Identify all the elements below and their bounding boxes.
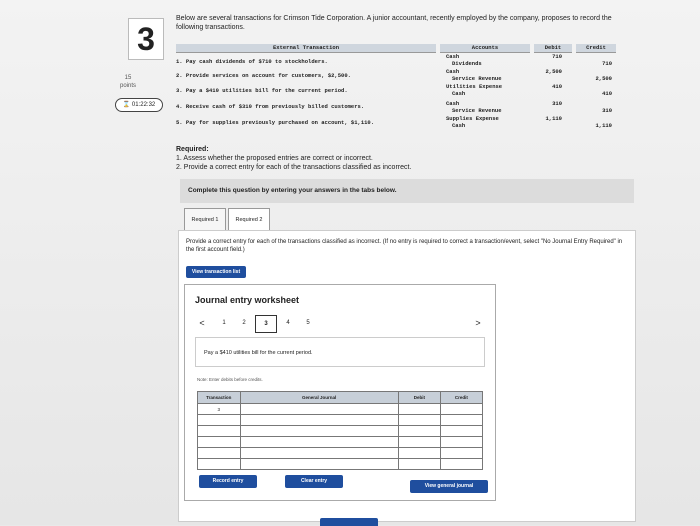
next-page-button[interactable]: >	[475, 318, 481, 328]
account-2a: Cash	[446, 68, 460, 75]
account-input[interactable]	[240, 426, 398, 437]
prev-page-button[interactable]: <	[199, 318, 205, 328]
points-label: 15 points	[119, 75, 136, 89]
worksheet-pager	[195, 315, 485, 331]
table-row	[198, 426, 483, 437]
debit-input[interactable]	[398, 437, 440, 448]
account-input[interactable]	[240, 459, 398, 470]
timer-value: 01:22:32	[131, 102, 156, 108]
account-1a: Cash	[446, 53, 460, 60]
timer-badge[interactable]	[115, 98, 163, 112]
debit-5: 1,110	[545, 115, 562, 122]
credit-4: 310	[602, 107, 612, 114]
credit-input[interactable]	[440, 415, 482, 426]
row-transaction-cell: 3	[198, 404, 241, 415]
required-title: Required:	[176, 146, 209, 153]
header-credit: Credit	[576, 44, 616, 53]
worksheet-note: Note: Enter debits before credits.	[197, 377, 263, 382]
account-3a: Utilities Expense	[446, 83, 503, 90]
debit-input[interactable]	[398, 404, 440, 415]
view-transaction-list-button[interactable]: View transaction list	[186, 266, 246, 278]
question-intro: Below are several transactions for Crimson Tide Corporation. A junior accountant, recently employed by the company, proposes to record the following transactions.	[176, 15, 612, 31]
transaction-5: 5. Pay for supplies previously purchased on account, $1,110.	[176, 119, 375, 126]
page-4[interactable]: 4	[286, 320, 290, 326]
col-debit: Debit	[398, 392, 440, 404]
col-transaction: Transaction	[198, 392, 241, 404]
account-2b: Service Revenue	[452, 75, 502, 82]
debit-input[interactable]	[398, 448, 440, 459]
header-debit: Debit	[534, 44, 572, 53]
account-4a: Cash	[446, 100, 460, 107]
credit-input[interactable]	[440, 426, 482, 437]
debit-input[interactable]	[398, 459, 440, 470]
transaction-4: 4. Receive cash of $310 from previously billed customers.	[176, 103, 365, 110]
clear-entry-button[interactable]: Clear entry	[285, 475, 343, 488]
credit-2: 2,500	[595, 75, 612, 82]
journal-entry-worksheet	[184, 284, 496, 501]
journal-entry-table	[197, 391, 483, 470]
header-accounts: Accounts	[440, 44, 530, 53]
credit-input[interactable]	[440, 404, 482, 415]
page-3[interactable]: 3	[255, 315, 277, 333]
instructions-banner: Complete this question by entering your answers in the tabs below.	[180, 179, 634, 203]
account-1b: Dividends	[452, 60, 482, 67]
credit-input[interactable]	[440, 459, 482, 470]
debit-3: 410	[552, 83, 562, 90]
view-general-journal-button[interactable]: View general journal	[410, 480, 488, 493]
credit-3: 410	[602, 90, 612, 97]
debit-1: 710	[552, 53, 562, 60]
table-row	[198, 448, 483, 459]
transaction-description: Pay a $410 utilities bill for the current period.	[195, 337, 485, 367]
credit-input[interactable]	[440, 437, 482, 448]
account-4b: Service Revenue	[452, 107, 502, 114]
debit-2: 2,500	[545, 68, 562, 75]
transaction-2: 2. Provide services on account for customers, $2,500.	[176, 72, 351, 79]
tab-required-2[interactable]: Required 2	[228, 208, 270, 232]
credit-input[interactable]	[440, 448, 482, 459]
page-5[interactable]: 5	[306, 320, 310, 326]
credit-5: 1,110	[595, 122, 612, 129]
worksheet-title: Journal entry worksheet	[195, 295, 300, 305]
table-row	[198, 459, 483, 470]
account-input[interactable]	[240, 448, 398, 459]
tab-required-1[interactable]: Required 1	[184, 208, 226, 232]
account-input[interactable]	[240, 404, 398, 415]
transaction-3: 3. Pay a $410 utilities bill for the current period.	[176, 87, 348, 94]
col-general-journal: General Journal	[240, 392, 398, 404]
account-input[interactable]	[240, 437, 398, 448]
account-input[interactable]	[240, 415, 398, 426]
hourglass-icon: ⌛	[122, 102, 131, 108]
col-credit: Credit	[440, 392, 482, 404]
account-5b: Cash	[452, 122, 466, 129]
page-1[interactable]: 1	[222, 320, 226, 326]
header-transaction: External Transaction	[176, 44, 436, 53]
transaction-1: 1. Pay cash dividends of $710 to stockholders.	[176, 58, 328, 65]
required-item-2: 2. Provide a correct entry for each of the transactions classified as incorrect.	[176, 164, 412, 171]
debit-4: 310	[552, 100, 562, 107]
table-row	[198, 415, 483, 426]
required-item-1: 1. Assess whether the proposed entries are correct or incorrect.	[176, 155, 373, 162]
record-entry-button[interactable]: Record entry	[199, 475, 257, 488]
table-row	[198, 404, 483, 415]
page-2[interactable]: 2	[242, 320, 246, 326]
tab-instruction: Provide a correct entry for each of the transactions classified as incorrect. (If no entry is required to correct a transaction/event, select "No Journal Entry Required" in the first account field.)	[186, 239, 623, 253]
credit-1: 710	[602, 60, 612, 67]
account-3b: Cash	[452, 90, 466, 97]
required-section	[176, 145, 411, 172]
question-number: 3	[128, 18, 164, 60]
account-5a: Supplies Expense	[446, 115, 499, 122]
debit-input[interactable]	[398, 415, 440, 426]
debit-input[interactable]	[398, 426, 440, 437]
table-row	[198, 437, 483, 448]
